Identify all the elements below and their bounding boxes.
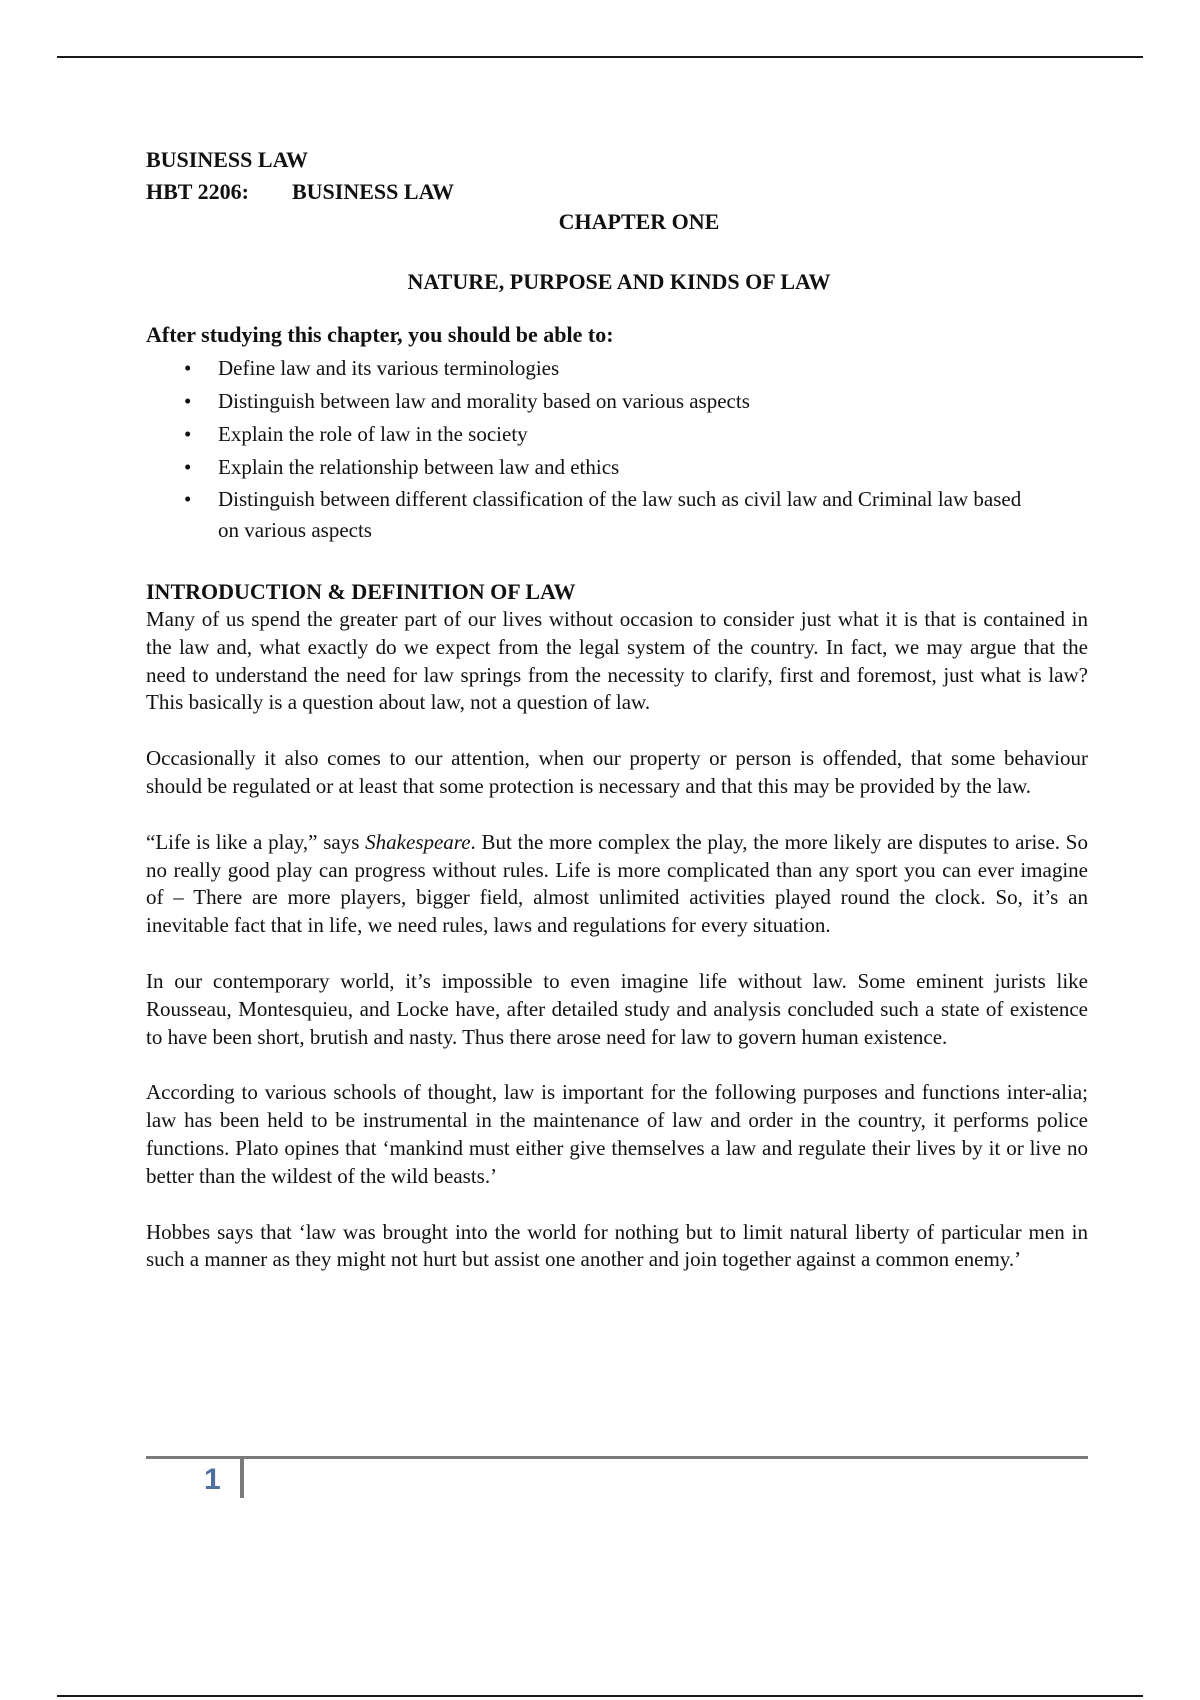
document-title: BUSINESS LAW <box>146 147 309 172</box>
page-content <box>146 144 1088 1274</box>
shakespeare-emphasis: Shakespeare <box>365 829 471 854</box>
course-name: BUSINESS LAW <box>292 179 455 204</box>
footer-divider <box>240 1458 244 1498</box>
objective-item: • Distinguish between law and morality based on various aspects <box>146 385 1088 418</box>
paragraph: In our contemporary world, it’s impossible to even imagine life without law. Some eminent jurists like Rousseau, Montesquieu, and Locke have, after detailed study and analysis concluded such a state of existence to have been short, brutish and nasty. Thus there arose need for law to govern human existence. <box>146 968 1088 1049</box>
paragraph: According to various schools of thought, law is important for the following purposes and functions inter-alia; law has been held to be instrumental in the maintenance of law and order in the country, it performs police functions. Plato opines that ‘mankind must either give themselves a law and regulate their lives by it or live no better than the wildest of the wild beasts.’ <box>146 1080 1088 1188</box>
paragraph: Occasionally it also comes to our attention, when our property or person is offended, that some behaviour should be regulated or at least that some protection is necessary and that this may be provided by the law. <box>146 746 1088 798</box>
chapter-title: NATURE, PURPOSE AND KINDS OF LAW <box>407 269 831 294</box>
shakespeare-paragraph: “Life is like a play,” says Shakespeare. But the more complex the play, the more likely are disputes to arise. So no really good play can progress without rules. Life is more complicated than any sport you can ever imagine of – There are more players, bigger field, almost unlimited activities played round the clock. So, it’s an inevitable fact that in life, we need rules, laws and regulations for every situation. <box>146 829 1088 938</box>
top-border-line <box>57 56 1143 58</box>
bottom-border-line <box>57 1695 1143 1697</box>
page-number: 1 <box>204 1463 221 1496</box>
objectives-list <box>146 352 1088 546</box>
paragraph: Hobbes says that ‘law was brought into the world for nothing but to limit natural liberty of particular men in such a manner as they might not hurt but assist one another and join together against a common enemy.’ <box>146 1219 1088 1272</box>
objectives-heading: After studying this chapter, you should be able to: <box>146 322 614 347</box>
bullet-icon: • <box>184 389 192 413</box>
objective-item: • Define law and its various terminologies <box>146 352 1088 385</box>
course-code: HBT 2206: <box>146 179 249 204</box>
objective-item: • Explain the role of law in the society <box>146 418 1088 451</box>
paragraph: Many of us spend the greater part of our lives without occasion to consider just what it is that is contained in the law and, what exactly do we expect from the legal system of the country. In fact, we may argue that the need to understand the need for law springs from the necessity to clarify, first and foremost, just what is law? This basically is a question about law, not a question of law. <box>146 607 1088 715</box>
bullet-icon: • <box>184 356 192 380</box>
objective-item: • Distinguish between different classification of the law such as civil law and Criminal law based on various aspects <box>146 484 1038 546</box>
bullet-icon: • <box>184 455 192 479</box>
objective-item: • Explain the relationship between law and ethics <box>146 451 1088 484</box>
course-line <box>146 176 1088 208</box>
bullet-icon: • <box>184 487 192 511</box>
bullet-icon: • <box>184 422 192 446</box>
section-heading: INTRODUCTION & DEFINITION OF LAW <box>146 579 576 604</box>
chapter-number: CHAPTER ONE <box>558 209 720 234</box>
footer-rule <box>146 1456 1088 1459</box>
